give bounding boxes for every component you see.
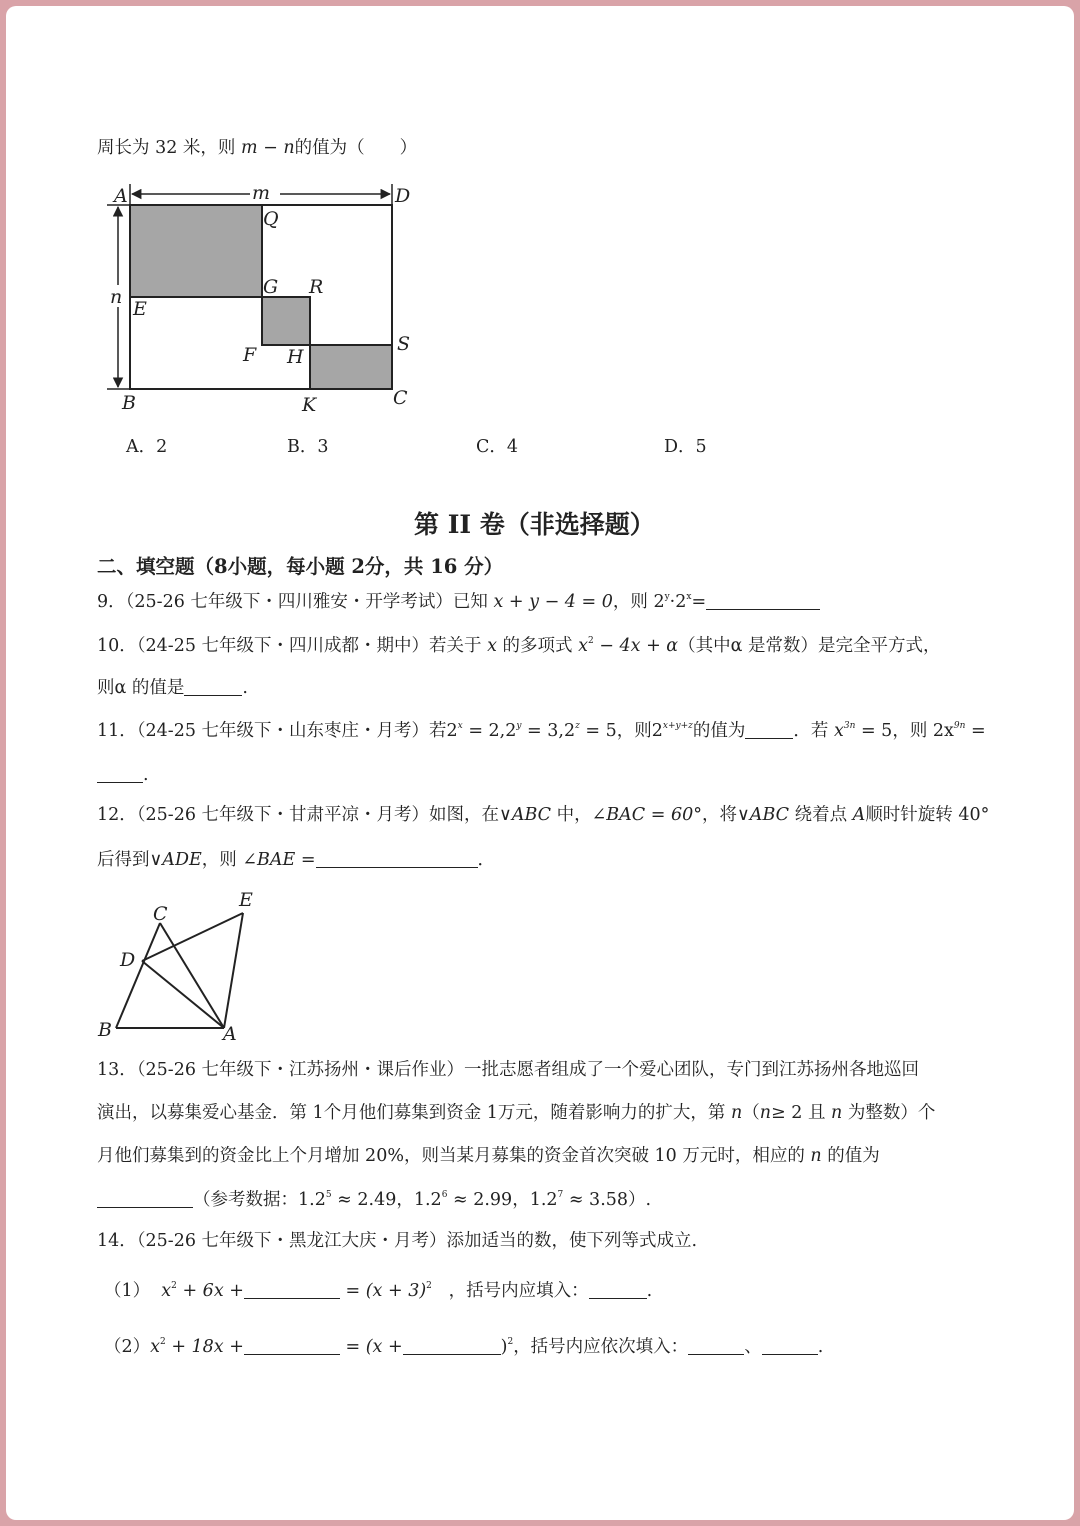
label-m: m — [252, 182, 271, 204]
label-E: E — [133, 298, 147, 320]
q14-rhs: = (x + — [339, 1337, 403, 1357]
q10-suffix: （其中α 是常数）是完全平方式， — [678, 636, 941, 656]
q14-rhs: = (x + 3) — [339, 1281, 427, 1301]
q11-t2-base: 2x — [932, 721, 954, 741]
answer-blank[interactable] — [97, 766, 143, 783]
q14-period: . — [817, 1337, 824, 1357]
q14-x: x — [161, 1281, 172, 1301]
q9-base2: 2 — [675, 592, 687, 612]
q14-period: . — [646, 1281, 653, 1301]
q12-triangle: ∨ABC — [737, 805, 790, 825]
label-E: E — [239, 889, 253, 911]
q11-mid3: ．若 — [793, 721, 834, 741]
label-Q: Q — [263, 208, 279, 230]
shaded-square-right — [310, 345, 392, 389]
q13-text: 演出，以募集爱心基金．第 1个月他们募集到资金 1万元，随着影响力的扩大，第 — [97, 1103, 731, 1123]
answer-blank[interactable] — [97, 1191, 193, 1208]
q10-period: . — [242, 678, 248, 698]
q11-cond: z — [575, 721, 580, 731]
var-n: n — [730, 1103, 743, 1123]
q12-triangle: ∨ADE — [149, 850, 202, 870]
q11-mid4: ，则 — [892, 721, 933, 741]
q10-poly-x: x — [578, 636, 588, 656]
var-n: n — [283, 138, 295, 158]
q9-exp2: x — [686, 592, 692, 602]
q11-target-exp: x+y+z — [662, 721, 693, 731]
answer-blank[interactable] — [244, 1338, 340, 1355]
q12-mid: ，将 — [702, 805, 737, 825]
q12-line2-text: ，则 — [201, 850, 243, 870]
q12-point: A — [852, 805, 866, 825]
answer-blank[interactable] — [589, 1282, 647, 1299]
q13-text: （ — [742, 1103, 760, 1123]
q13-text: 月他们募集到的资金比上个月增加 20%，则当某月募集的资金首次突破 10 万元时，相应的 — [97, 1146, 811, 1166]
answer-blank[interactable] — [316, 851, 478, 868]
ref-data: 1.2 — [298, 1190, 326, 1210]
q11-prefix: 11．（24-25 七年级下・山东枣庄・月考）若 — [97, 721, 447, 741]
label-C: C — [153, 903, 168, 925]
label-B: B — [122, 392, 136, 414]
q11-target: 2 — [651, 721, 663, 741]
seg-DA — [142, 961, 224, 1028]
answer-blank[interactable] — [706, 593, 820, 610]
q10-line2-text: 则α 的值是 — [97, 678, 185, 698]
ref-data: ≈ 3.58 — [563, 1190, 629, 1210]
q11-t2-exp: 9n — [953, 721, 966, 731]
label-S: S — [397, 333, 411, 355]
q13-line1: 13．（25-26 七年级下・江苏扬州・课后作业）一批志愿者组成了一个爱心团队，专门到江苏扬州各地巡回 — [97, 1060, 920, 1080]
ref-exp: 7 — [557, 1190, 564, 1200]
ref-data: ≈ 2.49 — [331, 1190, 397, 1210]
q14-tail: ，括号内应填入： — [448, 1281, 589, 1301]
q11-cond: 2 — [446, 721, 458, 741]
seg-EA — [224, 913, 243, 1028]
label-D: D — [120, 949, 136, 971]
q13-sep: ， — [512, 1190, 530, 1210]
q12-period: ． — [477, 850, 496, 870]
q14-terms: + 18x + — [165, 1337, 244, 1357]
ref-exp: 5 — [325, 1190, 332, 1200]
q12-prefix: 12．（25-26 七年级下・甘肃平凉・月考）如图，在 — [97, 805, 500, 825]
q10-poly-exp: 2 — [587, 636, 594, 646]
answer-blank[interactable] — [762, 1338, 818, 1355]
q14-part-label: （1） — [104, 1281, 151, 1301]
label-B: B — [98, 1019, 112, 1041]
answer-blank[interactable] — [403, 1338, 501, 1355]
q13-sep: ， — [396, 1190, 414, 1210]
section-heading: 二、填空题（8小题，每小题 2分，共 16 分） — [97, 555, 504, 578]
label-D: D — [395, 185, 411, 207]
q11-t2-eq: = — [965, 721, 986, 741]
q13-line4 — [97, 1191, 651, 1210]
q12-line2 — [97, 851, 495, 870]
answer-blank[interactable] — [244, 1282, 340, 1299]
label-C: C — [393, 387, 408, 409]
q12-mid: 绕着点 — [789, 805, 853, 825]
minus-sign: − — [257, 138, 284, 158]
q11-c2-rest: = 5 — [855, 721, 893, 741]
q9-mid: ，则 — [612, 592, 654, 612]
q9-equation: x + y − 4 = 0 — [493, 592, 613, 612]
q14-exp: 2 — [171, 1281, 177, 1291]
q14-tail: ，括号内应依次填入： — [513, 1337, 689, 1357]
shaded-square-small — [262, 297, 310, 345]
q14-exp: 2 — [507, 1337, 514, 1347]
rectangle-figure — [96, 178, 426, 418]
q11-cond: = 5 — [579, 721, 617, 741]
q10-line2 — [97, 679, 248, 698]
q9-exp1: y — [664, 592, 670, 602]
q12-line2-text: 后得到 — [97, 850, 150, 870]
q12-mid: 顺时针旋转 40° — [865, 805, 990, 825]
triangle-figure — [90, 884, 270, 1048]
option-d[interactable]: D．5 — [664, 437, 707, 457]
ref-data: ≈ 2.99 — [447, 1190, 513, 1210]
var-n: n — [810, 1146, 822, 1166]
option-a[interactable]: A．2 — [126, 437, 168, 457]
q10-poly-rest: − 4x + α — [593, 636, 679, 656]
label-F: F — [243, 344, 257, 366]
ref-exp: 6 — [441, 1190, 448, 1200]
q11-line1 — [97, 722, 986, 741]
q14-part-label: （2） — [104, 1337, 151, 1357]
q9-dot: · — [669, 592, 676, 612]
q9-prefix: 9．（25-26 七年级下・四川雅安・开学考试）已知 — [97, 592, 494, 612]
seg-CA — [160, 923, 224, 1028]
q11-mid2: 的值为 — [692, 721, 746, 741]
q11-mid: ，则 — [616, 721, 652, 741]
q8-stem — [97, 140, 417, 158]
label-H: H — [287, 346, 304, 368]
label-A: A — [114, 185, 128, 207]
q9-eq: = — [691, 592, 707, 612]
q14-close-paren: ) — [500, 1337, 508, 1357]
q10-mid: 的多项式 — [496, 636, 579, 656]
q11-cond: x — [457, 721, 463, 731]
label-K: K — [302, 394, 317, 416]
option-b[interactable]: B．3 — [287, 437, 329, 457]
part-two-title: 第 II 卷（非选择题） — [414, 510, 655, 539]
q13-line3 — [97, 1148, 880, 1166]
label-G: G — [263, 276, 279, 298]
shaded-square-large — [130, 205, 262, 297]
q10-prefix: 10．（24-25 七年级下・四川成都・期中）若关于 — [97, 636, 488, 656]
q14-x: x — [150, 1337, 161, 1357]
q13-end: ）. — [628, 1190, 652, 1210]
q12-angle: ∠BAC = 60° — [591, 805, 702, 825]
q14-sep: 、 — [744, 1337, 762, 1357]
q13-text: ≥ 2 且 — [771, 1103, 832, 1123]
answer-blank[interactable] — [184, 679, 242, 696]
q8-stem-text: 周长为 32 米，则 — [97, 138, 241, 158]
q12-mid: 中， — [551, 805, 592, 825]
q11-period: . — [143, 765, 149, 785]
q14-part1 — [104, 1282, 652, 1301]
q12-line1 — [97, 807, 989, 825]
var-m: m — [240, 138, 258, 158]
var-n: n — [831, 1103, 843, 1123]
q14-exp: 2 — [160, 1337, 166, 1347]
q14-part2 — [104, 1338, 823, 1357]
q11-cond: = 2,2 — [462, 721, 517, 741]
q12-triangle: ∨ABC — [499, 805, 552, 825]
q13-text: 的值为 — [821, 1146, 880, 1166]
q13-line2 — [97, 1105, 935, 1123]
q11-line2 — [97, 766, 149, 785]
q12-angle: ∠BAE = — [242, 850, 316, 870]
q14-stem: 14．（25-26 七年级下・黑龙江大庆・月考）添加适当的数，使下列等式成立. — [97, 1231, 698, 1251]
ref-data: 1.2 — [529, 1190, 558, 1210]
q9-base1: 2 — [653, 592, 665, 612]
q13-text: （参考数据： — [193, 1190, 298, 1210]
label-R: R — [309, 276, 324, 298]
q11-cond: y — [516, 721, 522, 731]
answer-blank[interactable] — [745, 722, 793, 739]
label-n: n — [110, 286, 123, 308]
answer-blank[interactable] — [688, 1338, 744, 1355]
q13-text: 为整数）个 — [842, 1103, 936, 1123]
seg-BC — [116, 923, 160, 1028]
ref-data: 1.2 — [413, 1190, 442, 1210]
q11-c2-exp: 3n — [843, 721, 856, 731]
label-A: A — [223, 1023, 237, 1045]
q11-c2-base: x — [833, 721, 844, 741]
q9 — [97, 593, 820, 612]
q14-exp: 2 — [426, 1281, 432, 1291]
var-n: n — [759, 1103, 772, 1123]
q10-line1 — [97, 637, 941, 656]
var-x: x — [487, 636, 497, 656]
option-c[interactable]: C．4 — [476, 437, 519, 457]
q11-cond: = 3,2 — [521, 721, 576, 741]
q8-stem-tail: 的值为（ ） — [294, 138, 418, 158]
q14-terms: + 6x + — [176, 1281, 244, 1301]
